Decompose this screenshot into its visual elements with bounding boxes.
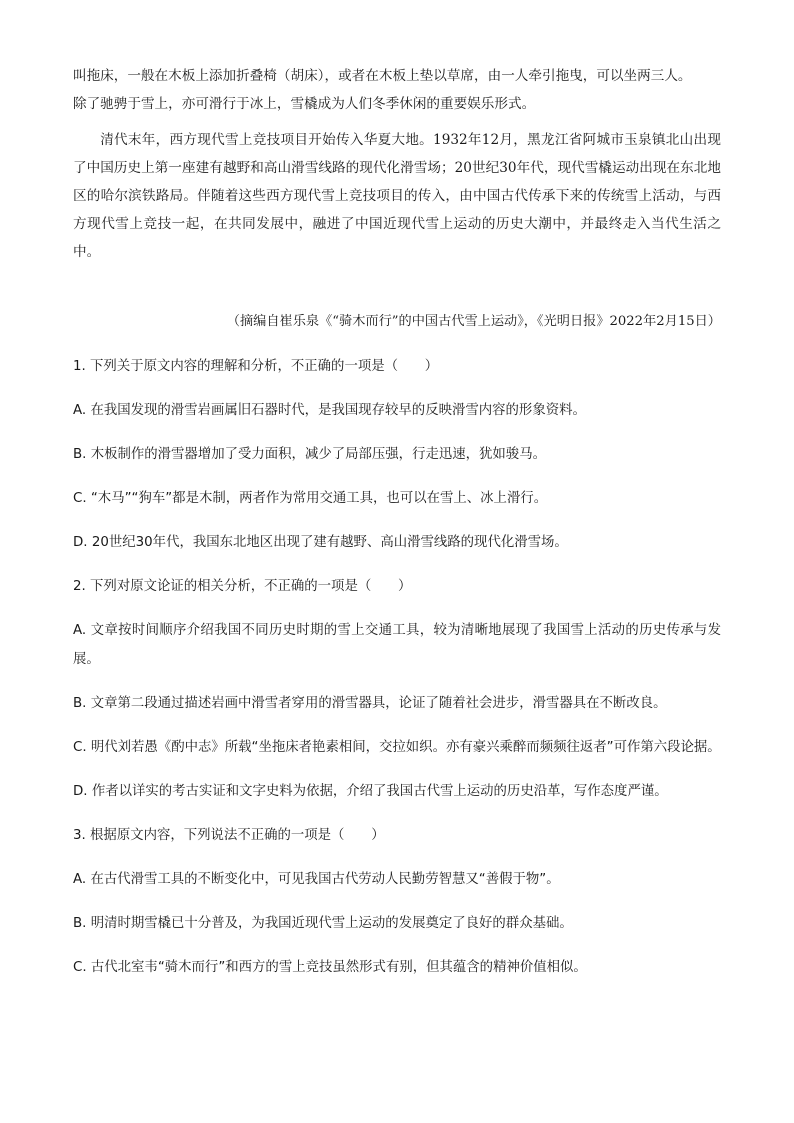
question-option: B. 文章第二段通过描述岩画中滑雪者穿用的滑雪器具，论证了随着社会进步，滑雪器具在不断改良。 bbox=[73, 696, 667, 711]
question-option: C. 明代刘若愚《酌中志》所载“坐拖床者艳素相间，交拉如织。亦有豪兴乘醉而频频往返者”可作第六段论据。 bbox=[73, 740, 721, 755]
question-option: B. 明清时期雪橇已十分普及，为我国近现代雪上运动的发展奠定了良好的群众基础。 bbox=[73, 916, 573, 931]
question-option: C. 古代北室韦“骑木而行”和西方的雪上竞技虽然形式有别，但其蕴含的精神价值相似。 bbox=[73, 960, 587, 975]
question-option: A. 在古代滑雪工具的不断变化中，可见我国古代劳动人民勤劳智慧又“善假于物”。 bbox=[73, 872, 560, 887]
question-stem: 2. 下列对原文论证的相关分析，不正确的一项是（ ） bbox=[73, 579, 412, 594]
reading-passage bbox=[73, 62, 721, 266]
passage-line: 除了驰骋于雪上，亦可滑行于冰上，雪橇成为人们冬季休闲的重要娱乐形式。 bbox=[73, 96, 536, 112]
question-option: D. 20世纪30年代，我国东北地区出现了建有越野、高山滑雪线路的现代化滑雪场。 bbox=[73, 535, 568, 550]
question-block bbox=[73, 825, 721, 978]
question-stem: 3. 根据原文内容，下列说法不正确的一项是（ ） bbox=[73, 828, 385, 843]
question-option: B. 木板制作的滑雪器增加了受力面积，减少了局部压强，行走迅速，犹如骏马。 bbox=[73, 447, 546, 462]
question-stem: 1. 下列关于原文内容的理解和分析，不正确的一项是（ ） bbox=[73, 359, 439, 374]
question-option: A. 在我国发现的滑雪岩画属旧石器时代，是我国现存较早的反映滑雪内容的形象资料。 bbox=[73, 403, 586, 418]
question-block bbox=[73, 356, 721, 553]
question-option: C. “木马”“狗车”都是木制，两者作为常用交通工具，也可以在雪上、冰上滑行。 bbox=[73, 491, 548, 506]
question-option: D. 作者以详实的考古实证和文字史料为依据，介绍了我国古代雪上运动的历史沿革，写作态度严谨。 bbox=[73, 784, 668, 799]
question-block bbox=[73, 576, 721, 802]
question-option: A. 文章按时间顺序介绍我国不同历史时期的雪上交通工具，较为清晰地展现了我国雪上活动的历史传承与发展。 bbox=[73, 623, 721, 667]
question-list bbox=[73, 356, 721, 1001]
passage-line: 叫拖床，一般在木板上添加折叠椅（胡床），或者在木板上垫以草席，由一人牵引拖曳，可以坐两三人。 bbox=[73, 68, 692, 84]
source-citation: （摘编自崔乐泉《“骑木而行”的中国古代雪上运动》，《光明日报》2022年2月15日） bbox=[226, 314, 721, 329]
passage-paragraph: 清代末年，西方现代雪上竞技项目开始传入华夏大地。1932年12月，黑龙江省阿城市玉泉镇北山出现了中国历史上第一座建有越野和高山滑雪线路的现代化滑雪场；20世纪30年代，现代雪橇运动出现在东北地区的哈尔滨铁路局。伴随着这些西方现代雪上竞技项目的传入，由中国古代传承下来的传统雪上活动，与西方现代雪上竞技一起，在共同发展中，融进了中国近现代雪上运动的历史大潮中，并最终走入当代生活之中。 bbox=[73, 132, 721, 260]
